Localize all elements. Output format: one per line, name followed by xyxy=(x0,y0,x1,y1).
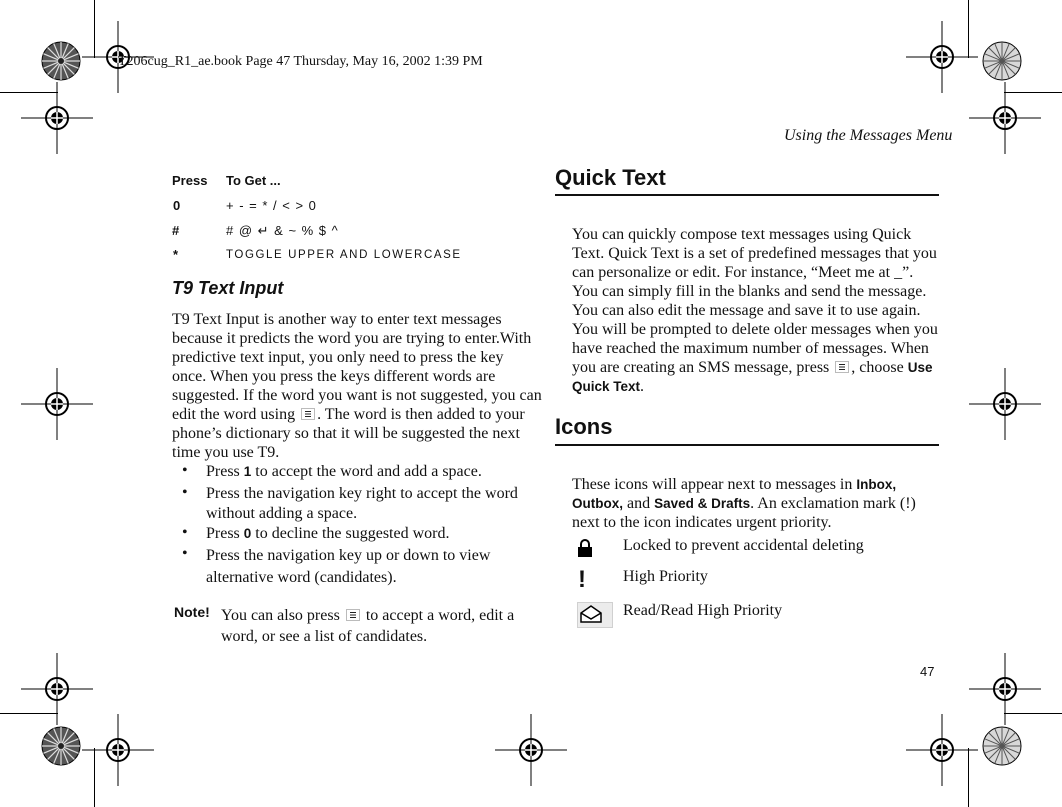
text-line: You can also edit the message and save it to use again. xyxy=(572,302,921,319)
section-rule xyxy=(555,194,939,196)
text-line: predictive text input, you only need to press the key xyxy=(172,349,504,366)
note-text xyxy=(221,605,526,647)
registration-mark xyxy=(969,653,1041,725)
icon-description: Read/Read High Priority xyxy=(623,602,783,619)
key-table-header-press: Press xyxy=(172,173,208,188)
envelope-read-icon xyxy=(577,602,613,628)
print-slug: T206cug_R1_ae.book Page 47 Thursday, May 16, 2002 1:39 PM xyxy=(118,54,483,69)
section-rule xyxy=(555,444,939,446)
text-line xyxy=(572,475,940,494)
menu-label: Use xyxy=(907,360,933,375)
text-line xyxy=(572,377,940,396)
key-table-value: + - = * / < > 0 xyxy=(226,198,317,213)
text-line: T9 Text Input is another way to enter text messages xyxy=(172,311,502,328)
text-span: , choose xyxy=(851,359,904,376)
menu-label: Inbox, xyxy=(856,477,897,492)
registration-mark xyxy=(906,714,978,786)
icons-intro xyxy=(572,475,940,532)
registration-mark xyxy=(495,714,567,786)
color-star-mark xyxy=(983,727,1021,765)
text-line: You will be prompted to delete older messages when you xyxy=(572,321,938,338)
key-table-key: # xyxy=(172,223,180,238)
key-table-key: * xyxy=(173,247,179,262)
registration-mark xyxy=(82,714,154,786)
text-line: once. When you press the keys different words are xyxy=(172,368,496,385)
text-span: and xyxy=(627,495,651,512)
text-span: These icons will appear next to messages in xyxy=(572,476,853,493)
icon-description: High Priority xyxy=(623,568,708,585)
key-table-key: 0 xyxy=(173,198,181,213)
menu-key-icon xyxy=(301,408,315,420)
exclamation-icon: ! xyxy=(578,566,586,593)
bullet-char: • xyxy=(182,545,188,562)
running-head: Using the Messages Menu xyxy=(784,127,953,144)
menu-key-icon xyxy=(346,609,360,621)
text-span: You can also press xyxy=(221,607,340,624)
page-number: 47 xyxy=(920,664,935,679)
color-star-mark xyxy=(983,42,1021,80)
key-label: 1 xyxy=(243,464,252,479)
t9-paragraph xyxy=(172,310,542,462)
key-label: 0 xyxy=(243,526,252,541)
icons-heading: Icons xyxy=(555,414,613,439)
text-line: because it predicts the word you are trying to enter.With xyxy=(172,330,532,347)
lock-icon xyxy=(575,538,595,560)
text-span: edit the word using xyxy=(172,406,296,423)
bullet-char: • xyxy=(182,524,188,541)
text-line: phone’s dictionary so that it will be suggested the next xyxy=(172,425,520,442)
menu-label: Quick Text xyxy=(572,379,641,394)
bullet-char: • xyxy=(182,484,188,501)
list-item: Press the navigation key right to accept the word without adding a space. xyxy=(206,485,518,522)
menu-key-icon xyxy=(835,361,849,373)
icon-description: Locked to prevent accidental deleting xyxy=(623,537,864,554)
text-line: You can quickly compose text messages using Quick xyxy=(572,226,912,243)
text-span: Press xyxy=(206,525,240,542)
color-star-mark xyxy=(42,42,80,80)
text-line: You can simply fill in the blanks and send the message. xyxy=(572,283,927,300)
text-span: . The word is then added to your xyxy=(317,406,525,423)
bullet-char: • xyxy=(182,462,188,479)
text-line: Text. Quick Text is a set of predefined messages that you xyxy=(572,245,937,262)
color-star-mark xyxy=(42,727,80,765)
list-item xyxy=(206,524,536,544)
registration-mark xyxy=(21,653,93,725)
text-line xyxy=(172,405,542,424)
list-item: Press the navigation key up or down to view alternative word (candidates). xyxy=(206,547,491,586)
registration-mark xyxy=(969,368,1041,440)
registration-mark xyxy=(906,21,978,93)
quick-text-paragraph xyxy=(572,225,940,396)
t9-heading: T9 Text Input xyxy=(172,278,284,298)
text-line: suggested. If the word you want is not suggested, you can xyxy=(172,387,542,404)
list-item xyxy=(206,462,536,482)
text-span: you are creating an SMS message, press xyxy=(572,359,830,376)
text-span: . xyxy=(640,378,645,395)
menu-label: Outbox, xyxy=(572,496,623,511)
text-span: Press xyxy=(206,463,240,480)
text-span: to accept a word, edit a word, or see a list of candidates. xyxy=(221,607,515,645)
menu-label: Saved & Drafts xyxy=(654,496,751,511)
text-line: have reached the maximum number of messages. When xyxy=(572,340,929,357)
quick-text-heading: Quick Text xyxy=(555,165,666,190)
text-line: time you use T9. xyxy=(172,444,280,461)
text-line: can personalize or edit. For instance, “Meet me at _”. xyxy=(572,264,914,281)
key-table-value: # @ ↵ & ~ % $ ^ xyxy=(226,223,339,238)
registration-mark xyxy=(969,82,1041,154)
text-line xyxy=(572,494,940,513)
text-span: to decline the suggested word. xyxy=(255,525,450,542)
text-line xyxy=(572,358,940,377)
note-label: Note! xyxy=(174,604,210,620)
text-span: . An exclamation mark (!) xyxy=(750,495,916,512)
text-span: to accept the word and add a space. xyxy=(255,463,482,480)
key-table-value: TOGGLE UPPER AND LOWERCASE xyxy=(226,249,462,261)
text-line: next to the icon indicates urgent priority. xyxy=(572,514,832,531)
key-table-header-get: To Get ... xyxy=(226,173,281,188)
registration-mark xyxy=(21,368,93,440)
registration-mark xyxy=(21,82,93,154)
